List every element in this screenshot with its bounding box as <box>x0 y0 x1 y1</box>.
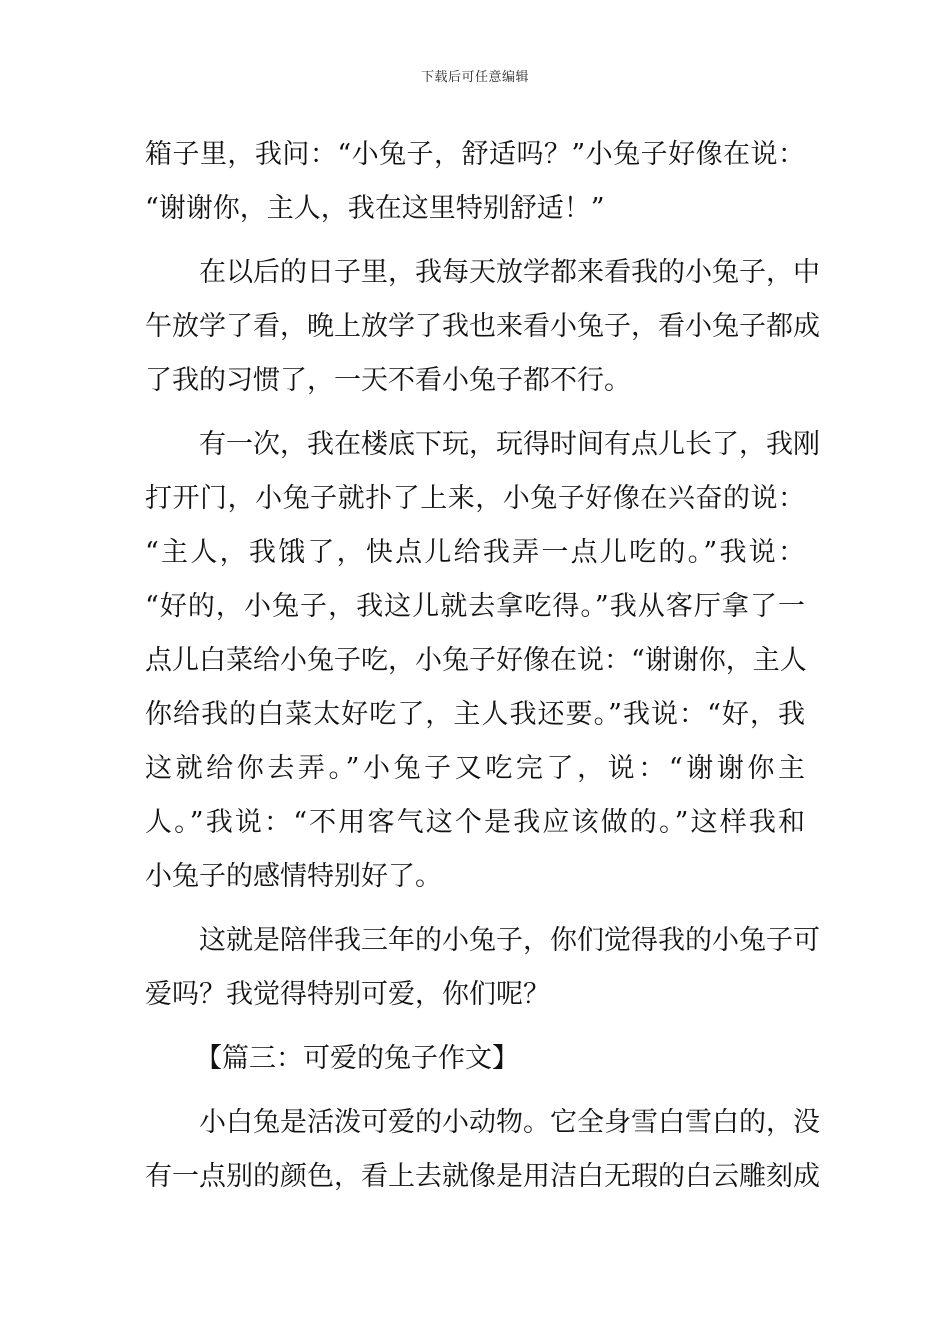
paragraph <box>145 1096 820 1204</box>
text-line: 小白兔是活泼可爱的小动物。它全身雪白雪白的，没 <box>199 1107 820 1138</box>
text-line: 箱子里，我问：“小兔子，舒适吗？”小兔子好像在说： <box>145 139 805 170</box>
paragraph <box>145 914 820 1022</box>
text-line: 爱吗？我觉得特别可爱，你们呢？ <box>145 979 550 1010</box>
text-line: 打开门，小兔子就扑了上来，小兔子好像在兴奋的说： <box>145 483 805 514</box>
paragraph <box>145 246 820 408</box>
text-line: 小兔子的感情特别好了。 <box>145 861 442 892</box>
text-line: 点儿白菜给小兔子吃，小兔子好像在说：“谢谢你，主人 <box>145 645 807 676</box>
text-line: 在以后的日子里，我每天放学都来看我的小兔子，中 <box>199 257 820 288</box>
text-line: 有一次，我在楼底下玩，玩得时间有点儿长了，我刚 <box>199 429 820 460</box>
text-line: 人。”我说：“不用客气这个是我应该做的。”这样我和 <box>145 807 805 838</box>
text-line: 午放学了看，晚上放学了我也来看小兔子，看小兔子都成 <box>145 311 820 342</box>
paragraph <box>145 418 820 904</box>
text-line: 这就是陪伴我三年的小兔子，你们觉得我的小兔子可 <box>199 925 820 956</box>
heading-line: 【篇三：可爱的兔子作文】 <box>195 1043 519 1074</box>
text-line: 这就给你去弄。”小兔子又吃完了，说：“谢谢你主 <box>145 753 805 784</box>
section-heading <box>145 1032 805 1086</box>
page-header: 下载后可任意编辑 <box>420 70 529 85</box>
text-line: “谢谢你，主人，我在这里特别舒适！” <box>145 193 605 224</box>
text-line: 你给我的白菜太好吃了，主人我还要。”我说：“好，我 <box>145 699 805 730</box>
text-line: “主人，我饿了，快点儿给我弄一点儿吃的。”我说： <box>145 537 805 568</box>
text-line: 有一点别的颜色，看上去就像是用洁白无瑕的白云雕刻成 <box>145 1161 820 1192</box>
paragraph <box>145 128 805 236</box>
text-line: 了我的习惯了，一天不看小兔子都不行。 <box>145 365 631 396</box>
document-body <box>145 128 820 1204</box>
text-line: “好的，小兔子，我这儿就去拿吃得。”我从客厅拿了一 <box>145 591 805 622</box>
